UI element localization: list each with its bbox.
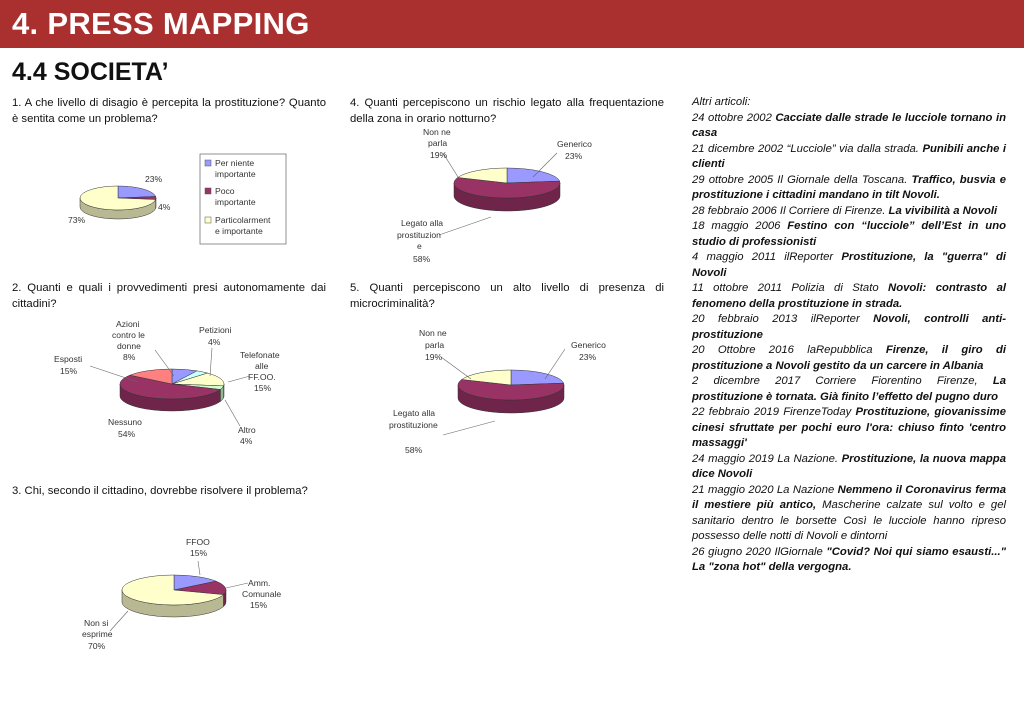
chart-q2-tel-4: 15% xyxy=(254,383,272,393)
article-source: 24 ottobre 2002 xyxy=(692,111,776,124)
question-3: 3. Chi, secondo il cittadino, dovrebbe risolvere il problema? xyxy=(12,485,308,497)
article-source: 28 febbraio 2006 Il Corriere di Firenze. xyxy=(692,204,889,217)
article-item xyxy=(692,173,1006,204)
chart-q2-petizioni-1: Petizioni xyxy=(199,325,232,335)
question-5: 5. Quanti percepiscono un alto livello di presenza di microcriminalità? xyxy=(350,282,664,310)
chart-q3 xyxy=(80,535,320,660)
article-tail: Mascherine calzate sul volto e gel sanitario dentro le borsette Così le lucciole hanno ripreso possesso delle notti di Novoli e dintorni xyxy=(692,499,1007,542)
article-source: 21 dicembre 2002 “Lucciole” via dalla strada. xyxy=(692,142,923,155)
chart-q3-ffoo-2: 15% xyxy=(190,548,208,558)
articles-items xyxy=(692,111,1006,576)
chart-q4-leg-4: 58% xyxy=(413,254,431,264)
chart-q4-non-3: 19% xyxy=(430,150,448,160)
chart-q2-esposti-1: Esposti xyxy=(54,354,83,364)
article-source: 29 ottobre 2005 Il Giornale della Toscana. xyxy=(692,173,912,186)
pie-slice xyxy=(507,168,560,183)
chart-q4-non-2: parla xyxy=(428,138,448,148)
chart-q4-gen-2: 23% xyxy=(565,151,583,161)
chart-q2-azioni-4: 8% xyxy=(123,352,136,362)
chart-q5-leg-2: prostituzione xyxy=(389,420,438,430)
article-item xyxy=(692,545,1006,576)
pie-q4 xyxy=(454,168,560,211)
page-title: 4. PRESS MAPPING xyxy=(12,6,310,41)
article-item xyxy=(692,374,1006,405)
article-headline: Novoli: contrasto al fenomeno della prostituzione in strada. xyxy=(692,282,1006,310)
article-headline: Festino con “lucciole” dell’Est in uno studio di professionisti xyxy=(692,220,1006,248)
pie-q5 xyxy=(458,370,564,413)
article-headline: Prostituzione, giovanissime cinesi sfruttate per pochi euro l'ora: chiuso finto 'centro massaggi' xyxy=(692,406,1006,449)
article-source: 4 maggio 2011 ilReporter xyxy=(692,251,842,263)
chart-q2-petizioni-2: 4% xyxy=(208,337,221,347)
article-item xyxy=(692,204,1006,220)
chart-q2-tel-2: alle xyxy=(255,361,269,371)
chart-q5 xyxy=(385,325,625,460)
chart-q4-leg-2: prostituzion xyxy=(397,230,441,240)
chart-q5-non-3: 19% xyxy=(425,352,443,362)
chart-q1 xyxy=(60,150,300,250)
pie-q2 xyxy=(120,369,224,411)
chart-q4-non-1: Non ne xyxy=(423,127,451,137)
chart-q3-ffoo-1: FFOO xyxy=(186,537,210,547)
chart-q3-amm-2: Comunale xyxy=(242,589,282,599)
article-source: 2 dicembre 2017 Corriere Fiorentino Firenze, xyxy=(692,375,993,387)
question-4: 4. Quanti percepiscono un rischio legato alla frequentazione della zona in orario notturno? xyxy=(350,97,664,125)
chart-q5-gen-1: Generico xyxy=(571,340,606,350)
article-headline: Prostituzione, la nuova mappa dice Novoli xyxy=(692,452,1006,480)
legend-label-0b: importante xyxy=(215,169,256,179)
chart-q3-non-2: esprime xyxy=(82,629,113,639)
legend-label-1b: importante xyxy=(215,197,256,207)
article-source: 26 giugno 2020 IlGiornale xyxy=(692,545,827,558)
chart-q2-azioni-1: Azioni xyxy=(116,319,140,329)
article-item xyxy=(692,219,1006,250)
section-title: 4.4 SOCIETA’ xyxy=(12,58,169,86)
article-item xyxy=(692,281,1006,312)
chart-q2-azioni-3: donne xyxy=(117,341,141,351)
legend-label-2b: e importante xyxy=(215,226,263,236)
header-banner xyxy=(0,0,1024,48)
pie-slice xyxy=(118,186,156,198)
article-source: 24 maggio 2019 La Nazione. xyxy=(692,452,842,465)
article-headline: La vivibilità a Novoli xyxy=(888,204,998,217)
chart-q2-nessuno-2: 54% xyxy=(118,429,136,439)
pie-slice xyxy=(511,370,564,385)
pie-q3 xyxy=(122,575,226,617)
article-headline: Firenze, il giro di prostituzione a Novoli gestito da un carcere in Albania xyxy=(692,344,1006,372)
article-item xyxy=(692,452,1006,483)
chart-q2 xyxy=(50,318,330,453)
article-headline: Punibili anche i clienti xyxy=(692,142,1007,170)
chart-q3-amm-3: 15% xyxy=(250,600,268,610)
article-source: 18 maggio 2006 xyxy=(692,220,788,232)
legend-label-1a: Poco xyxy=(215,186,235,196)
chart-q1-label-0: 23% xyxy=(145,174,163,184)
article-item xyxy=(692,111,1006,142)
article-item xyxy=(692,343,1006,374)
articles-heading: Altri articoli: xyxy=(692,96,751,108)
chart-q2-altro-1: Altro xyxy=(238,425,256,435)
chart-q4-gen-1: Generico xyxy=(557,139,592,149)
article-item xyxy=(692,312,1006,343)
chart-q5-leg-3: 58% xyxy=(405,445,423,455)
chart-q3-non-1: Non si xyxy=(84,618,109,628)
chart-q2-esposti-2: 15% xyxy=(60,366,78,376)
article-source: 20 febbraio 2013 ilReporter xyxy=(692,313,874,325)
chart-q2-nessuno-1: Nessuno xyxy=(108,417,142,427)
article-headline: Prostituzione, la "guerra" di Novoli xyxy=(692,251,1007,279)
article-item xyxy=(692,405,1006,452)
chart-q4-leg-3: e xyxy=(417,241,422,251)
chart-q2-tel-3: FF.OO. xyxy=(248,372,276,382)
article-item xyxy=(692,483,1006,545)
article-headline: La prostituzione è tornata. Già finito l’effetto del pugno duro xyxy=(692,375,1006,403)
article-source: 21 maggio 2020 La Nazione xyxy=(692,483,838,496)
article-item xyxy=(692,142,1006,173)
legend-label-2a: Particolarment xyxy=(215,215,271,225)
article-headline: Traffico, busvia e prostituzione i cittadini mandano in tilt Novoli. xyxy=(692,173,1006,201)
legend-swatch-0 xyxy=(205,160,211,166)
chart-q4 xyxy=(385,125,625,270)
legend-swatch-1 xyxy=(205,188,211,194)
chart-q5-non-1: Non ne xyxy=(419,328,447,338)
legend-swatch-2 xyxy=(205,217,211,223)
article-headline: "Covid? Noi qui siamo esausti..." La "zona hot" della vergogna. xyxy=(692,545,1006,573)
article-source: 22 febbraio 2019 FirenzeToday xyxy=(692,406,856,418)
chart-q2-altro-2: 4% xyxy=(240,436,253,446)
chart-q2-azioni-2: contro le xyxy=(112,330,145,340)
article-source: 11 ottobre 2011 Polizia di Stato xyxy=(692,282,889,294)
question-1: 1. A che livello di disagio è percepita la prostituzione? Quanto è sentita come un problema? xyxy=(12,97,326,125)
articles-list xyxy=(692,95,1006,576)
chart-q5-non-2: parla xyxy=(425,340,445,350)
article-headline: Cacciate dalle strade le lucciole tornano in casa xyxy=(692,111,1006,139)
pie-q1 xyxy=(80,186,156,219)
article-source: 20 Ottobre 2016 laRepubblica xyxy=(692,344,886,356)
question-2: 2. Quanti e quali i provvedimenti presi autonomamente dai cittadini? xyxy=(12,282,326,310)
chart-q1-label-2: 73% xyxy=(68,215,86,225)
chart-q1-label-1: 4% xyxy=(158,202,171,212)
article-item xyxy=(692,250,1006,281)
chart-q2-tel-1: Telefonate xyxy=(240,350,280,360)
chart-q5-gen-2: 23% xyxy=(579,352,597,362)
chart-q5-leg-1: Legato alla xyxy=(393,408,436,418)
article-headline: Novoli, controlli anti-prostituzione xyxy=(692,313,1006,341)
chart-q4-leg-1: Legato alla xyxy=(401,218,444,228)
chart-q3-non-3: 70% xyxy=(88,641,106,651)
chart-q3-amm-1: Amm. xyxy=(248,578,271,588)
legend-label-0a: Per niente xyxy=(215,158,255,168)
article-headline: Nemmeno il Coronavirus ferma il mestiere più antico, xyxy=(692,483,1006,511)
